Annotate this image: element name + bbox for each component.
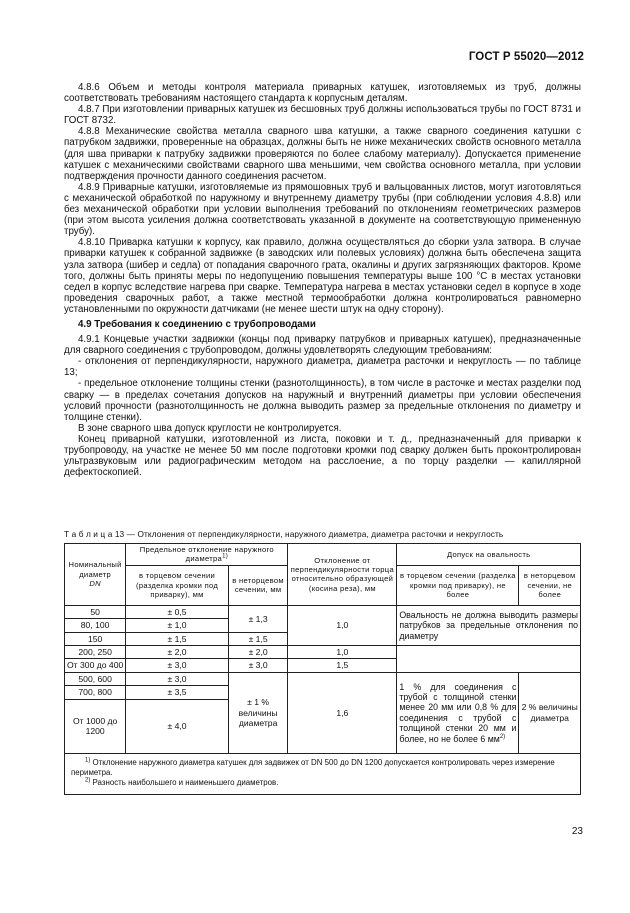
cell-dn: 700, 800 — [65, 686, 126, 699]
footnote-ref-2: 2) — [499, 733, 506, 740]
cell-end-deviation: ± 3,0 — [126, 672, 229, 685]
cell-end-deviation: ± 1,0 — [126, 619, 229, 632]
cell-dn: От 300 до 400 — [65, 659, 126, 672]
list-item-wall-thickness: - предельное отклонение толщины стенки (разнотолщинность), в том числе в расточке и местах разделки под сварку — в пределах сочетания допусков на наружный и внутренний диаметры при условии обеспечения условий прочности (разнотолщинность не должна выводить размер за предельные отклонения по диаметру и толщине стенки). — [64, 378, 581, 423]
footnote-1-mark: 1) — [85, 757, 91, 764]
table-row — [65, 672, 581, 685]
footnote-2-text: Разность наибольшего и наименьшего диаметров. — [92, 777, 279, 787]
header-ovality-non-end: в неторцевом сечении, не более — [519, 565, 581, 605]
cell-non-end-deviation: ± 3,0 — [228, 659, 288, 672]
footnote-2-mark: 2) — [85, 777, 91, 784]
table-row — [65, 646, 581, 659]
cell-non-end-deviation: ± 1,5 — [228, 632, 288, 645]
header-ovality-group: Допуск на овальность — [397, 544, 581, 566]
standard-code-header: ГОСТ Р 55020—2012 — [468, 51, 584, 63]
header-perpendicularity: Отклонение от перпендикулярности торца относительно образующей (косина реза), мм — [288, 544, 397, 606]
cell-dn: От 1000 до 1200 — [65, 699, 126, 753]
paragraph-4-8-10: 4.8.10 Приварка катушки к корпусу, как правило, должна осуществляться до сборки узла затвора. В случае приварки катушек к собранной задвижке (в заводских или полевых условиях) должна быть обеспечена защита узла затвора (шибер и седла) от попадания сварочного грата, окалины и других загрязняющих факторов. Кроме того, должны быть приняты меры по недопущению повышения температуры выше 100 °С в местах установки седел в корпус вследствие нагрева при сварке. Температура нагрева в местах установки седел в корпусе в ходе проведения сварочных работ, а также местной термообработки должна контролироваться равномерно установленными по окружности датчиками (не менее шести штук на одну сторону). — [64, 237, 581, 315]
table-caption: Т а б л и ц а 13 — Отклонения от перпендикулярности, наружного диаметра, диаметра расточки и некруглость — [64, 529, 504, 539]
paragraph-coil-end: Конец приварной катушки, изготовленной из листа, поковки и т. д., предназначенный для приварки к трубопроводу, на участке не менее 50 мм после подготовки кромки под сварку должен быть проконтролирован ультразвуковым или радиографическим методом на расслоение, а по торцу разделки — капиллярной дефектоскопией. — [64, 433, 581, 479]
table-13 — [64, 543, 581, 795]
cell-end-deviation: ± 3,5 — [126, 686, 229, 699]
paragraph-4-8-8: 4.8.8 Механические свойства металла сварного шва катушки, а также сварного соединения катушки с патрубком задвижки, проверенные на образцах, должны быть не ниже механических свойств основного металла (для шва приварки к патрубку задвижки проверяются по более слабому материалу). Допускается применение катушек с механическими свойствами сварного шва меньшими, чем свойства основного металла, при условии подтверждения прочности данного соединения расчетом. — [64, 126, 581, 182]
cell-dn: 150 — [65, 632, 126, 645]
page-number: 23 — [571, 826, 583, 837]
footnote-ref-1: 1) — [222, 553, 229, 560]
cell-perp-small: 1,0 — [288, 605, 397, 645]
header-nominal-diameter-label: Номинальный диаметр — [68, 560, 122, 579]
document-body — [64, 82, 581, 478]
paragraph-4-8-7: 4.8.7 При изготовлении приварных катушек из бесшовных труб должны использоваться трубы по ГОСТ 8731 и ГОСТ 8732. — [64, 104, 581, 127]
header-end-section: в торцевом сечении (разделка кромки под приварку), мм — [126, 565, 229, 605]
cell-end-deviation: ± 2,0 — [126, 646, 229, 659]
cell-ovality-end-large — [397, 672, 519, 753]
header-ovality-end: в торцевом сечении (разделка кромки под приварку), не более — [397, 565, 519, 605]
cell-non-end-deviation: ± 2,0 — [228, 646, 288, 659]
cell-ovality-blank — [397, 646, 581, 673]
footnote-1-text: Отклонение наружного диаметра катушек для задвижек от DN 500 до DN 1200 допускается контролировать через измерение периметра. — [71, 757, 555, 777]
table-row — [65, 605, 581, 618]
cell-ovality-non-end-large: 2 % величины диаметра — [519, 672, 581, 753]
footnote-2 — [71, 778, 574, 788]
section-title-4-9: 4.9 Требования к соединению с трубопроводами — [78, 318, 316, 330]
paragraph-4-8-9: 4.8.9 Приварные катушки, изготовляемые из прямошовных труб и вальцованных листов, могут изготовляться с механической обработкой по наружному и внутреннему диаметру трубы (при соблюдении условия 4.8.8) или без механической обработки при условии выполнения требований по отклонениям геометрических размеров (при этом высота усиления должна соответствовать указанной в документе на соответствующую примененную трубу). — [64, 181, 581, 238]
cell-end-deviation: ± 4,0 — [126, 699, 229, 753]
cell-perp-large: 1,6 — [288, 672, 397, 753]
ovality-end-large-text: 1 % для соединения с трубой с толщиной стенки менее 20 мм или 0,8 % для соединения с трубой с толщиной стенки 20 мм и более, но не более 6 мм — [399, 681, 517, 744]
header-dn-label: DN — [89, 579, 101, 589]
paragraph-4-8-6: 4.8.6 Объем и методы контроля материала приварных катушек, изготовляемых из труб, должны соответствовать требованиям настоящего стандарта к корпусным деталям. — [64, 82, 581, 105]
cell-end-deviation: ± 3,0 — [126, 659, 229, 672]
cell-perpendicularity: 1,5 — [288, 659, 397, 672]
cell-non-end-large: ± 1 % величины диаметра — [228, 672, 288, 753]
paragraph-4-9-1: 4.9.1 Концевые участки задвижки (концы под приварку патрубков и приварных катушек), предназначенные для сварного соединения с трубопроводом, должны удовлетворять следующим требованиям: — [64, 334, 581, 357]
footnote-1 — [71, 758, 574, 778]
cell-perpendicularity: 1,0 — [288, 646, 397, 659]
header-outer-diameter-group — [126, 544, 288, 566]
cell-non-end-small: ± 1,3 — [228, 605, 288, 632]
table-footnotes — [65, 753, 581, 794]
cell-end-deviation: ± 0,5 — [126, 605, 229, 618]
cell-dn: 50 — [65, 605, 126, 618]
table-footnotes-row — [65, 753, 581, 794]
cell-dn: 500, 600 — [65, 672, 126, 685]
header-non-end-section: в неторцевом сечении, мм — [228, 565, 288, 605]
list-item-perpendicularity: - отклонения от перпендикулярности, наружного диаметра, диаметра расточки и некруглость — по таблице 13; — [64, 356, 581, 379]
paragraph-weld-zone: В зоне сварного шва допуск круглости не контролируется. — [78, 422, 342, 434]
cell-ovality-small: Овальность не должна выводить размеры патрубков за предельные отклонения по диаметру — [397, 605, 581, 645]
cell-dn: 80, 100 — [65, 619, 126, 632]
header-nominal-diameter — [65, 544, 126, 606]
cell-dn: 200, 250 — [65, 646, 126, 659]
header-outer-diameter-label: Предельное отклонение наружного диаметра — [139, 545, 274, 564]
cell-end-deviation: ± 1,5 — [126, 632, 229, 645]
